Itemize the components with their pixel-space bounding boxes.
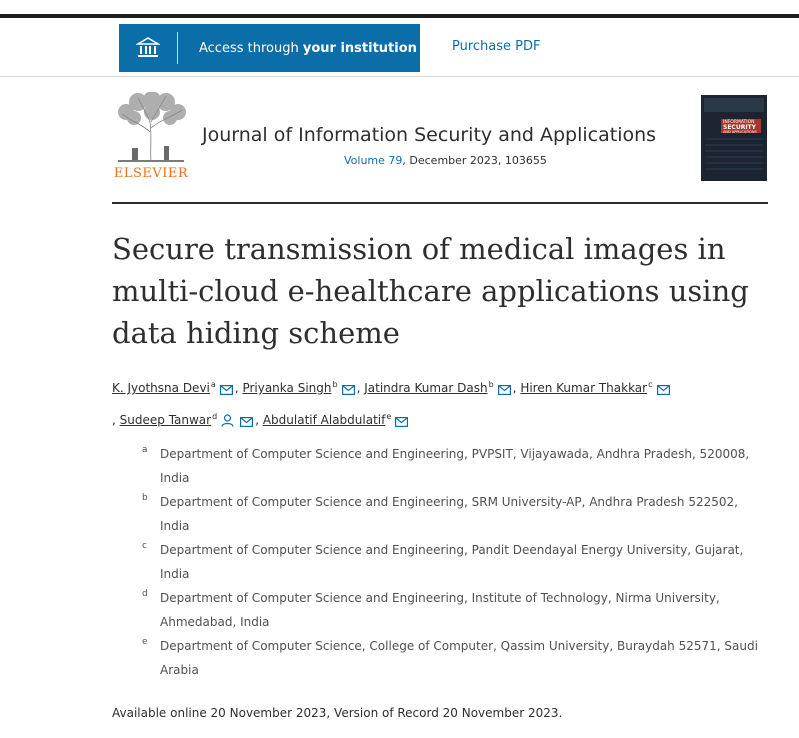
author-1[interactable]: K. Jyothsna Devi: [112, 381, 210, 395]
affiliation-mark: b: [142, 493, 148, 503]
affiliation-b: [140, 490, 770, 538]
journal-cover-image[interactable]: [701, 95, 767, 181]
affiliation-text: Department of Computer Science, College of Computer, Qassim University, Buraydah 52571, Saudi Arabia: [160, 639, 758, 677]
affiliation-mark: e: [142, 637, 148, 647]
author-separator: ,: [112, 413, 116, 427]
email-icon[interactable]: [342, 379, 355, 404]
affiliation-text: Department of Computer Science and Engineering, SRM University-AP, Andhra Pradesh 522502, India: [160, 495, 738, 533]
cover-line-3: AND APPLICATIONS: [723, 130, 757, 134]
journal-header: [112, 92, 768, 204]
affiliation-mark: a: [142, 445, 148, 455]
journal-issue-meta: [344, 154, 547, 167]
author-6-sup: e: [386, 412, 392, 421]
author-2-sup: b: [332, 380, 338, 389]
affiliation-a: [140, 442, 770, 490]
article-action-bar: [0, 18, 799, 77]
email-icon[interactable]: [657, 379, 670, 404]
email-icon[interactable]: [498, 379, 511, 404]
person-icon[interactable]: [221, 411, 234, 436]
affiliation-text: Department of Computer Science and Engineering, Pandit Deendayal Energy University, Gujarat, India: [160, 543, 744, 581]
affiliation-mark: c: [142, 541, 147, 551]
author-1-sup: a: [210, 380, 216, 389]
email-icon[interactable]: [240, 411, 253, 436]
affiliation-c: [140, 538, 770, 586]
availability-dates: Available online 20 November 2023, Version of Record 20 November 2023.: [112, 706, 563, 720]
affiliation-list: [140, 442, 770, 682]
author-3[interactable]: Jatindra Kumar Dash: [364, 381, 488, 395]
author-list: [112, 372, 772, 436]
author-separator: ,: [512, 381, 517, 395]
elsevier-logo[interactable]: [112, 92, 190, 184]
elsevier-tree-icon: [112, 92, 190, 164]
access-prefix: Access through: [199, 40, 303, 56]
author-2[interactable]: Priyanka Singh: [242, 381, 332, 395]
email-icon[interactable]: [395, 411, 408, 436]
email-icon[interactable]: [220, 379, 233, 404]
article-title: Secure transmission of medical images in multi-cloud e-healthcare applications using data hiding scheme: [112, 232, 749, 350]
institution-icon: [119, 24, 177, 72]
affiliation-text: Department of Computer Science and Engineering, PVPSIT, Vijayawada, Andhra Pradesh, 520008, India: [160, 447, 750, 485]
author-separator: ,: [356, 381, 361, 395]
volume-link[interactable]: Volume 79: [344, 154, 403, 167]
journal-title-link[interactable]: Journal of Information Security and Applications: [202, 124, 657, 146]
cover-line-2: SECURITY: [723, 124, 756, 131]
author-6[interactable]: Abdulatif Alabdulatif: [262, 413, 386, 427]
author-4[interactable]: Hiren Kumar Thakkar: [520, 381, 648, 395]
author-5-sup: d: [212, 412, 218, 421]
issue-info: , December 2023, 103655: [402, 154, 547, 167]
elsevier-wordmark: ELSEVIER: [113, 166, 189, 181]
author-separator: ,: [255, 413, 260, 427]
author-4-sup: c: [648, 380, 653, 389]
author-3-sup: b: [488, 380, 494, 389]
cover-line-1: INFORMATION: [723, 120, 755, 125]
cover-art: [701, 95, 767, 181]
affiliation-d: [140, 586, 770, 634]
author-separator: ,: [234, 381, 239, 395]
author-5[interactable]: Sudeep Tanwar: [119, 413, 212, 427]
access-bold: your institution: [302, 40, 417, 56]
affiliation-mark: d: [142, 589, 148, 599]
access-button-label: [178, 41, 417, 56]
purchase-pdf-link[interactable]: Purchase PDF: [452, 39, 541, 54]
access-through-institution-button[interactable]: [119, 24, 420, 72]
affiliation-e: [140, 634, 770, 682]
affiliation-text: Department of Computer Science and Engineering, Institute of Technology, Nirma University, Ahmedabad, India: [160, 591, 720, 629]
